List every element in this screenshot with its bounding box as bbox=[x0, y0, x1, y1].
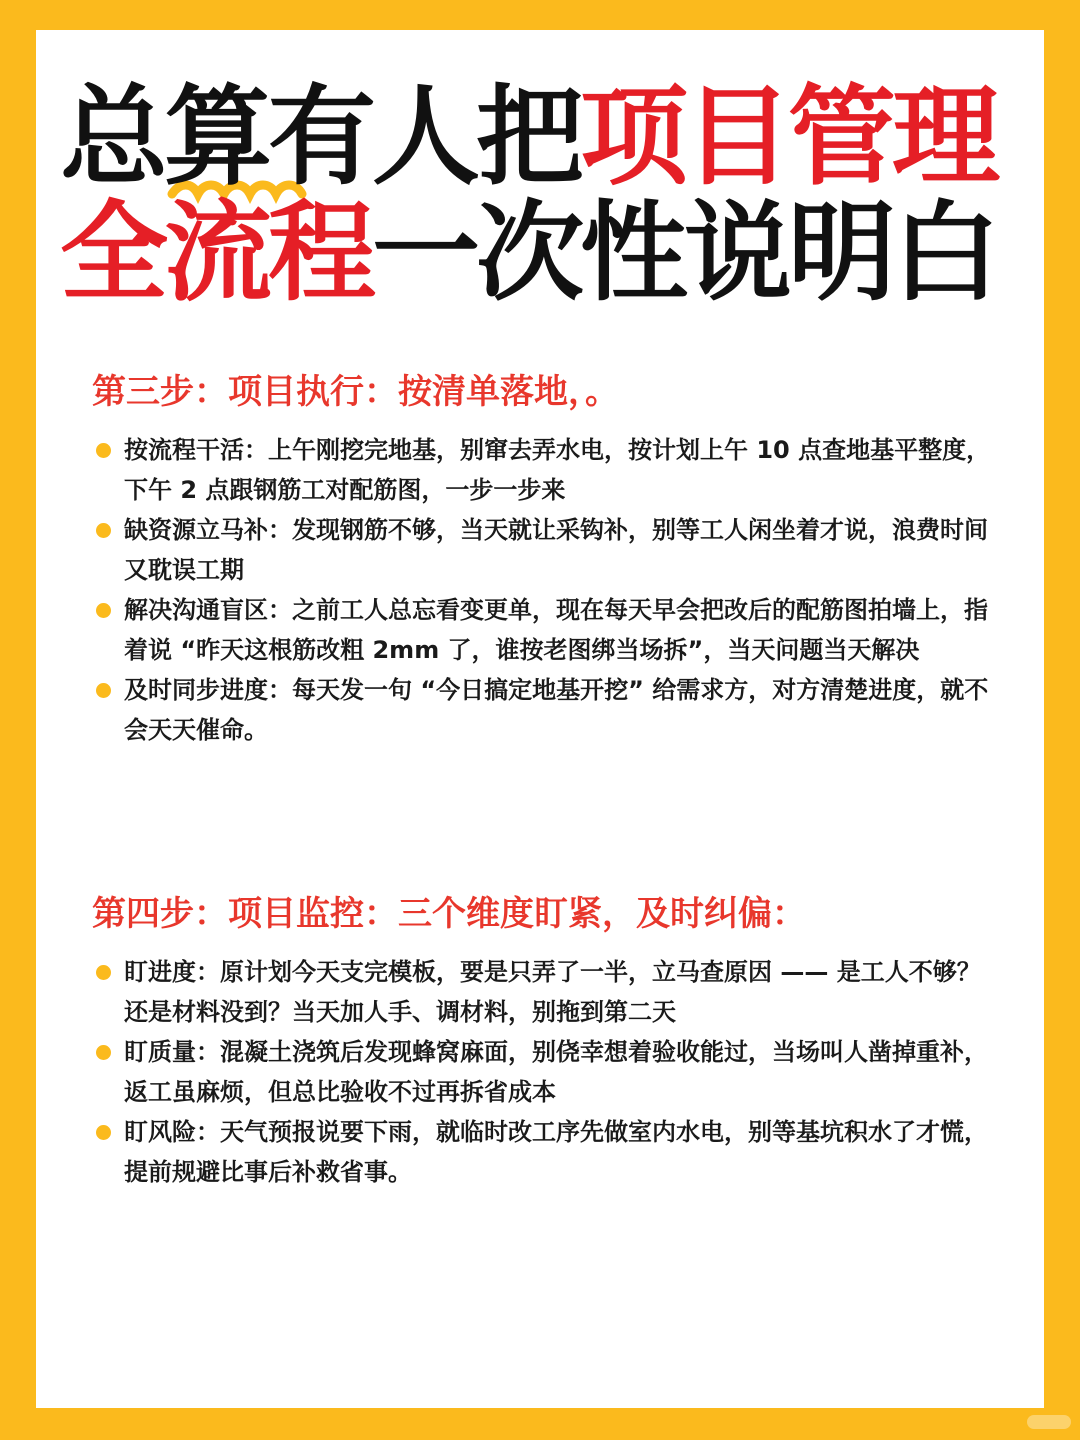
list-item bbox=[94, 430, 994, 510]
bullet-dot-icon bbox=[96, 443, 111, 458]
list-item bbox=[94, 1112, 994, 1192]
headline-line-2 bbox=[60, 191, 1020, 316]
bullet-text: 盯质量：混凝土浇筑后发现蜂窝麻面，别侥幸想着验收能过，当场叫人凿掉重补，返工虽麻烦，但总比验收不过再拆省成本 bbox=[124, 1038, 988, 1106]
list-item bbox=[94, 670, 994, 750]
step-3-bullet-list bbox=[94, 430, 994, 750]
list-item bbox=[94, 510, 994, 590]
bullet-text: 缺资源立马补：发现钢筋不够，当天就让采钩补，别等工人闲坐着才说，浪费时间又耽误工期 bbox=[124, 516, 988, 584]
headline-red-part: 项目管理 bbox=[580, 75, 997, 200]
list-item bbox=[94, 952, 994, 1032]
bullet-text: 按流程干活：上午刚挖完地基，别窜去弄水电，按计划上午 10 点查地基平整度，下午 2 点跟钢筋工对配筋图，一步一步来 bbox=[124, 436, 991, 504]
bullet-text: 解决沟通盲区：之前工人总忘看变更单，现在每天早会把改后的配筋图拍墙上，指着说 “昨天这根筋改粗 2mm 了，谁按老图绑当场拆”，当天问题当天解决 bbox=[124, 596, 988, 664]
headline-black-part: 一次性说明白 bbox=[372, 191, 997, 316]
bullet-dot-icon bbox=[96, 523, 111, 538]
headline-line-1 bbox=[60, 75, 1020, 200]
bullet-dot-icon bbox=[96, 1045, 111, 1060]
bullet-dot-icon bbox=[96, 965, 111, 980]
list-item bbox=[94, 1032, 994, 1112]
section-title-step-4: 第四步：项目监控：三个维度盯紧，及时纠偏： bbox=[92, 894, 806, 934]
bullet-text: 及时同步进度：每天发一句 “今日搞定地基开挖” 给需求方，对方清楚进度，就不会天天催命。 bbox=[124, 676, 989, 744]
bullet-text: 盯风险：天气预报说要下雨，就临时改工序先做室内水电，别等基坑积水了才慌，提前规避比事后补救省事。 bbox=[124, 1118, 988, 1186]
headline-black-part: 总算有人把 bbox=[60, 75, 581, 200]
bullet-dot-icon bbox=[96, 1125, 111, 1140]
headline-red-part: 全流程 bbox=[60, 191, 373, 316]
step-4-bullet-list bbox=[94, 952, 994, 1192]
watermark-logo-icon bbox=[1026, 1412, 1072, 1432]
bullet-dot-icon bbox=[96, 683, 111, 698]
list-item bbox=[94, 590, 994, 670]
section-title-step-3: 第三步：项目执行：按清单落地，。 bbox=[92, 372, 619, 412]
bullet-text: 盯进度：原计划今天支完模板，要是只弄了一半，立马查原因 —— 是工人不够？还是材料没到？当天加人手、调材料，别拖到第二天 bbox=[124, 958, 981, 1026]
bullet-dot-icon bbox=[96, 603, 111, 618]
